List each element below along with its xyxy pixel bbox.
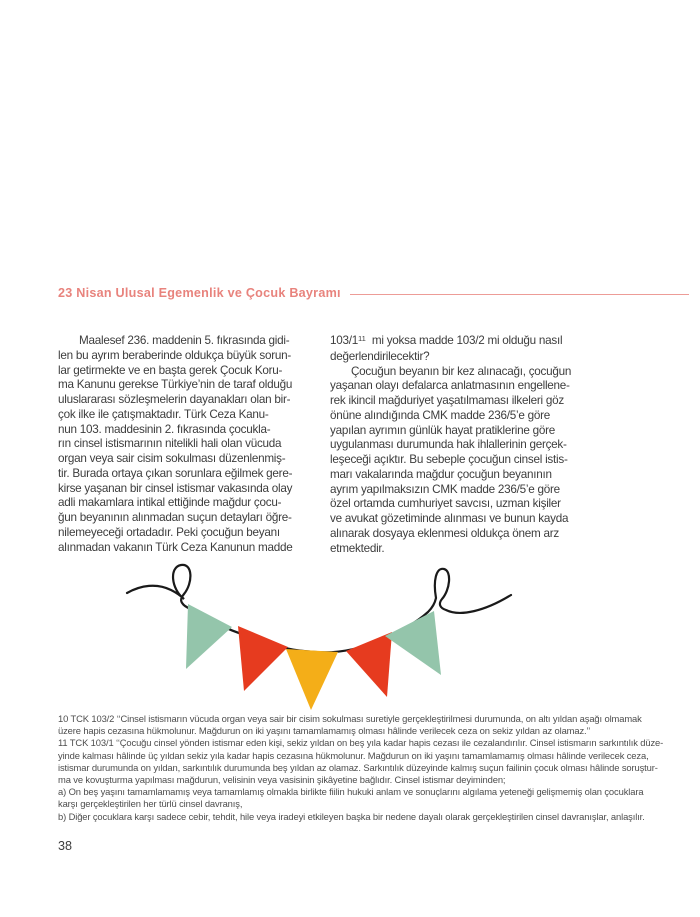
body-text-line: nilemeyeceği ortadadır. Peki çocuğun beyanı [58,525,280,539]
body-text-line: önüne alındığında CMK madde 236/5’e göre [330,408,551,422]
body-text-line: yapılan ayrımın günlük hayat pratiklerine göre [330,423,555,437]
body-text-line: Çocuğun beyanın bir kez alınacağı, çocuğun [330,364,572,378]
bunting-illustration [103,551,537,717]
body-column-right [330,334,574,556]
body-text-fragment: 103/1 [330,334,358,347]
body-text-line: len bu ayrım beraberinde oldukça büyük sorun- [58,348,292,362]
footnote-reference: 11 [358,333,366,343]
section-title: 23 Nisan Ulusal Egemenlik ve Çocuk Bayramı [58,286,341,300]
footnote-line: ma ve kovuşturma yapılması mağdurun, velisinin veya vasisinin şikâyetine bağlıdır. Cinsel istismar deyiminden; [58,774,506,786]
body-text-line: kirse yaşanan bir cinsel istismar vakasında olay [58,481,293,495]
body-text-line: adli makamlara intikal ettiğinde mağdur çocu- [58,496,282,510]
body-text-line: yaşanan olayı defalarca anlatmasının engellene- [330,379,570,393]
body-text-line: organ veya sair cisim sokulması düzenlenmiş- [58,452,286,465]
body-text-line: Maalesef 236. maddenin 5. fıkrasında gidi- [58,334,290,347]
body-text-line: özel ortamda cumhuriyet savcısı, uzman kişiler [330,497,561,511]
pennant-1 [186,604,232,669]
footnotes-block [58,713,680,823]
body-text-line: çok ilke ile çatışmaktadır. Türk Ceza Kanu- [58,407,269,421]
body-text-line: uygulanması durumunda hak ihlallerinin gerçek- [330,438,567,452]
body-text-line: ve avukat gözetiminde alınması ve bunun kayda [330,512,569,525]
body-text-line: alınarak dosyaya eklenmesi oldukça önem arz [330,526,559,540]
body-text-line: değerlendirilecektir? [330,349,430,363]
body-text-line: ayrım yapılmaksızın CMK madde 236/5’e göre [330,482,560,496]
body-text-line: lar getirmekte ve en başta gerek Çocuk Koru- [58,363,283,377]
pennant-5 [385,611,441,675]
pennant-2 [238,626,288,691]
bunting-string [127,565,511,653]
body-text-line: leşeceği açıktır. Bu sebeple çocuğun cinsel istis- [330,453,568,466]
body-text-line [330,334,574,350]
section-rule [350,294,689,295]
body-column-right-rest [330,350,574,557]
page-number: 38 [58,839,73,853]
body-text-line: ma Kanunu gerekse Türkiye’nin de taraf olduğu [58,378,293,392]
body-text-line: rek ikincil mağduriyet yaşatılmaması ilkeleri göz [330,394,564,407]
body-text-line: uluslararası sözleşmelerin dayanakları olan bir- [58,393,291,406]
footnote-line: istismar durumunda on yıldan, sarkıntılık durumunda beş yıldan az olamaz. Sarkıntılık düzeyinde kalmış suçun failinin çocuk olması hâlinde soruştur- [58,761,658,773]
body-text-line: nun 103. maddesinin 2. fıkrasında çocukla- [58,422,271,436]
pennant-4 [346,632,392,697]
footnote-line: yinde kalması hâlinde üç yıldan sekiz yıla kadar hapis cezasına hükmolunur. Mağdurun on iki yaşını tamamlamamış olması hâlinde verilecek ceza, [58,749,649,761]
pennant-3 [286,649,338,710]
body-text-line: rın cinsel istismarının nitelikli hali olan vücuda [58,437,282,451]
body-text-line: marı vakalarında mağdur çocuğun beyanının [330,467,552,481]
body-text-line: ğun beyanının alınmadan suçun detayları öğre- [58,511,292,524]
footnote-line: karşı gerçekleştirilen her türlü cinsel davranış, [58,798,243,810]
footnote-line: b) Diğer çocuklara karşı sadece cebir, tehdit, hile veya iradeyi etkileyen başka bir nedene dayalı olarak gerçekleştirilen cinsel davranışlar, anlaşılır. [58,810,645,822]
footnote-line: a) On beş yaşını tamamlamamış veya tamamlamış olmakla birlikte fiilin hukuki anlam ve sonuçlarını algılama yeteneği gelişmemiş olan çocuklara [58,786,644,798]
body-column-left [58,334,316,555]
body-text-fragment: mi yoksa madde 103/2 mi olduğu nasıl [365,334,563,347]
footnote-line: 10 TCK 103/2 ‘‘Cinsel istismarın vücuda organ veya sair bir cisim sokulması suretiyle gerçekleştirilmesi durumunda, on altı yıldan aşağı olmamak [58,713,642,724]
footnote-line: 11 TCK 103/1 ‘‘Çocuğu cinsel yönden istismar eden kişi, sekiz yıldan on beş yıla kadar hapis cezası ile cezalandırılır. Cinsel istismarın sarkıntılık düze- [58,737,664,749]
body-text-line: alınmadan vakanın Türk Ceza Kanunun madde [58,540,293,554]
body-text-line: tir. Burada ortaya çıkan sorunlara eğilmek gere- [58,466,293,480]
body-text-line: etmektedir. [330,541,385,555]
footnote-line: üzere hapis cezasına hükmolunur. Mağdurun on iki yaşını tamamlamamış olması hâlinde verilecek ceza on sekiz yıldan az olamaz.’’ [58,725,591,737]
section-header [58,286,689,300]
